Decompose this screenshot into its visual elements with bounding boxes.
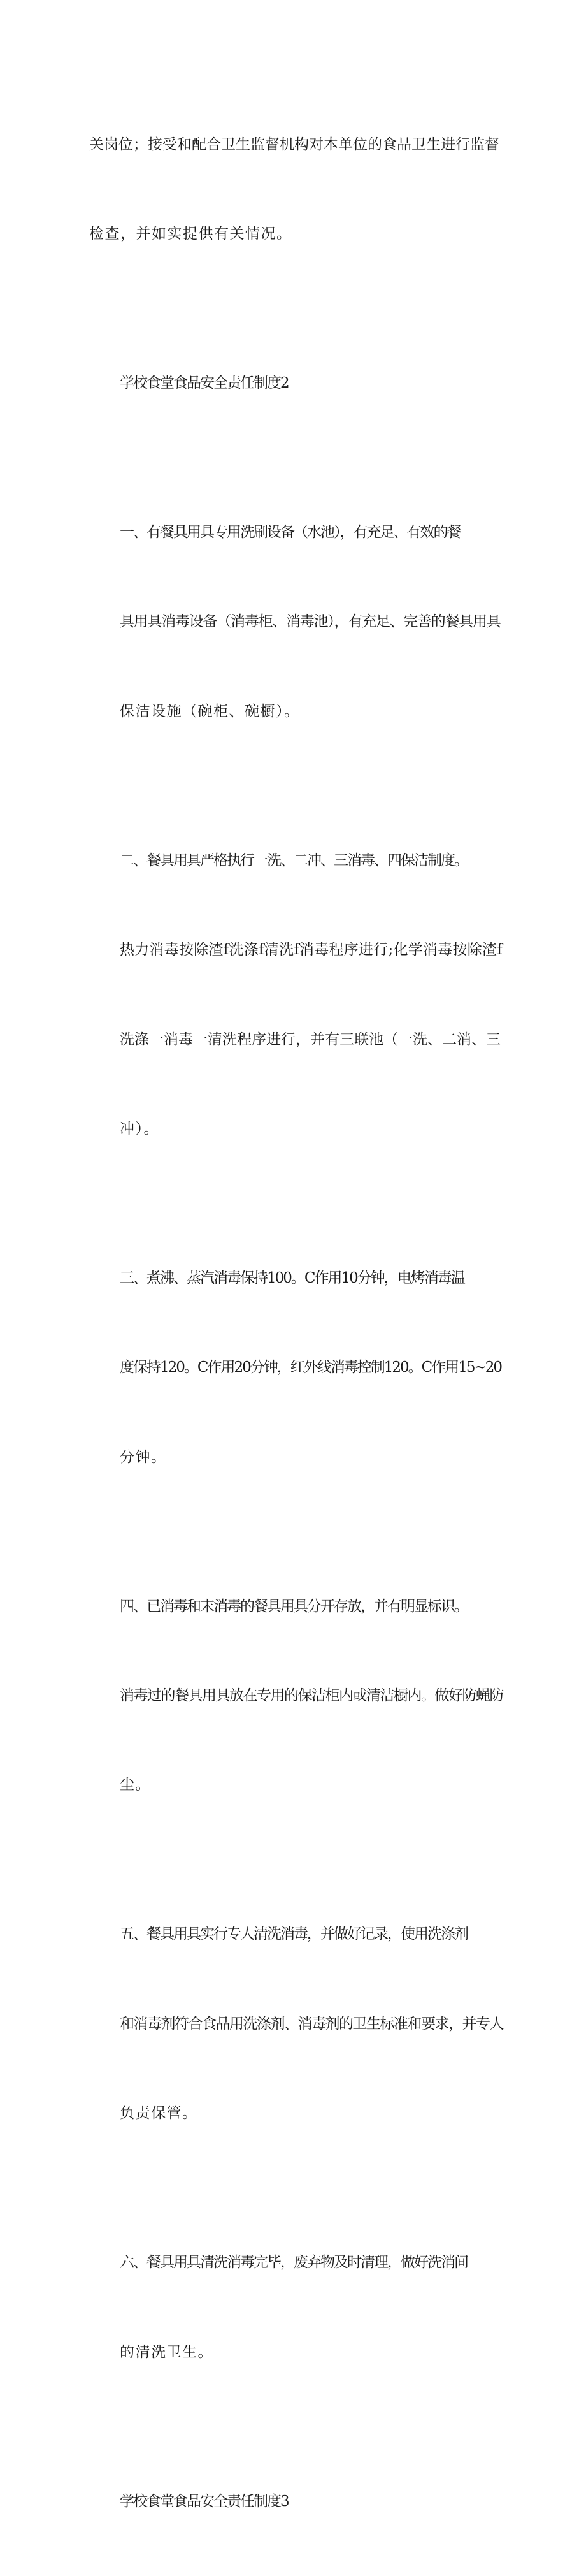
- paragraph-item-2: [89, 786, 503, 1204]
- section-heading-3: [89, 2427, 503, 2576]
- text-line: 的清洗卫生。: [120, 2343, 213, 2361]
- paragraph-item-1: [89, 458, 503, 786]
- text-line: 一、有餐具用具专用洗刷设备（水池），有充足、有效的餐: [120, 523, 461, 541]
- text-line: 五、餐具用具实行专人清洗消毒，并做好记录，使用洗涤剂: [120, 1926, 468, 1943]
- heading-text: 学校食堂食品安全责任制度3: [120, 2492, 289, 2510]
- text-line: 尘。: [120, 1777, 151, 1794]
- paragraph-item-3: [89, 1204, 503, 1532]
- text-line: 负责保管。: [120, 2105, 198, 2122]
- text-line: 二、餐具用具严格执行一洗、二冲、三消毒、四保洁制度。: [120, 852, 468, 869]
- text-line: 检查，并如实提供有关情况。: [89, 225, 292, 242]
- text-line: 保洁设施（碗柜、碗橱）。: [120, 702, 300, 720]
- text-line: 六、餐具用具清洗消毒完毕，废弃物及时清理，做好洗消间: [120, 2254, 468, 2271]
- heading-text: 学校食堂食品安全责任制度2: [120, 374, 289, 391]
- paragraph-continuation: [89, 70, 503, 309]
- text-line: 和消毒剂符合食品用洗涤剂、消毒剂的卫生标准和要求，并专人: [120, 2015, 503, 2032]
- section-heading-2: [89, 309, 503, 458]
- text-line: 三、煮沸、蒸汽消毒保持100。C作用10分钟，电烤消毒温: [120, 1269, 464, 1286]
- text-line: 四、已消毒和末消毒的餐具用具分开存放，并有明显标识。: [120, 1597, 468, 1615]
- text-line: 热力消毒按除渣f洗涤f清洗f消毒程序进行;化学消毒按除渣f: [120, 942, 503, 959]
- text-line: 洗涤一消毒一清洗程序进行，并有三联池（一洗、二消、三: [120, 1031, 501, 1048]
- paragraph-item-4: [89, 1532, 503, 1860]
- text-line: 度保持120。C作用20分钟，红外线消毒控制120。C作用15~20: [120, 1359, 502, 1376]
- text-line: 消毒过的餐具用具放在专用的保洁柜内或清洁橱内。做好防蝇防: [120, 1687, 503, 1705]
- text-line: 冲）。: [120, 1120, 159, 1137]
- document-body: [89, 70, 503, 2576]
- paragraph-item-5: [89, 1860, 503, 2188]
- text-line: 具用具消毒设备（消毒柜、消毒池），有充足、完善的餐具用具: [120, 613, 501, 630]
- text-line: 分钟。: [120, 1448, 167, 1466]
- text-line: 关岗位；接受和配合卫生监督机构对本单位的食品卫生进行监督: [89, 136, 499, 153]
- paragraph-item-6: [89, 2188, 503, 2427]
